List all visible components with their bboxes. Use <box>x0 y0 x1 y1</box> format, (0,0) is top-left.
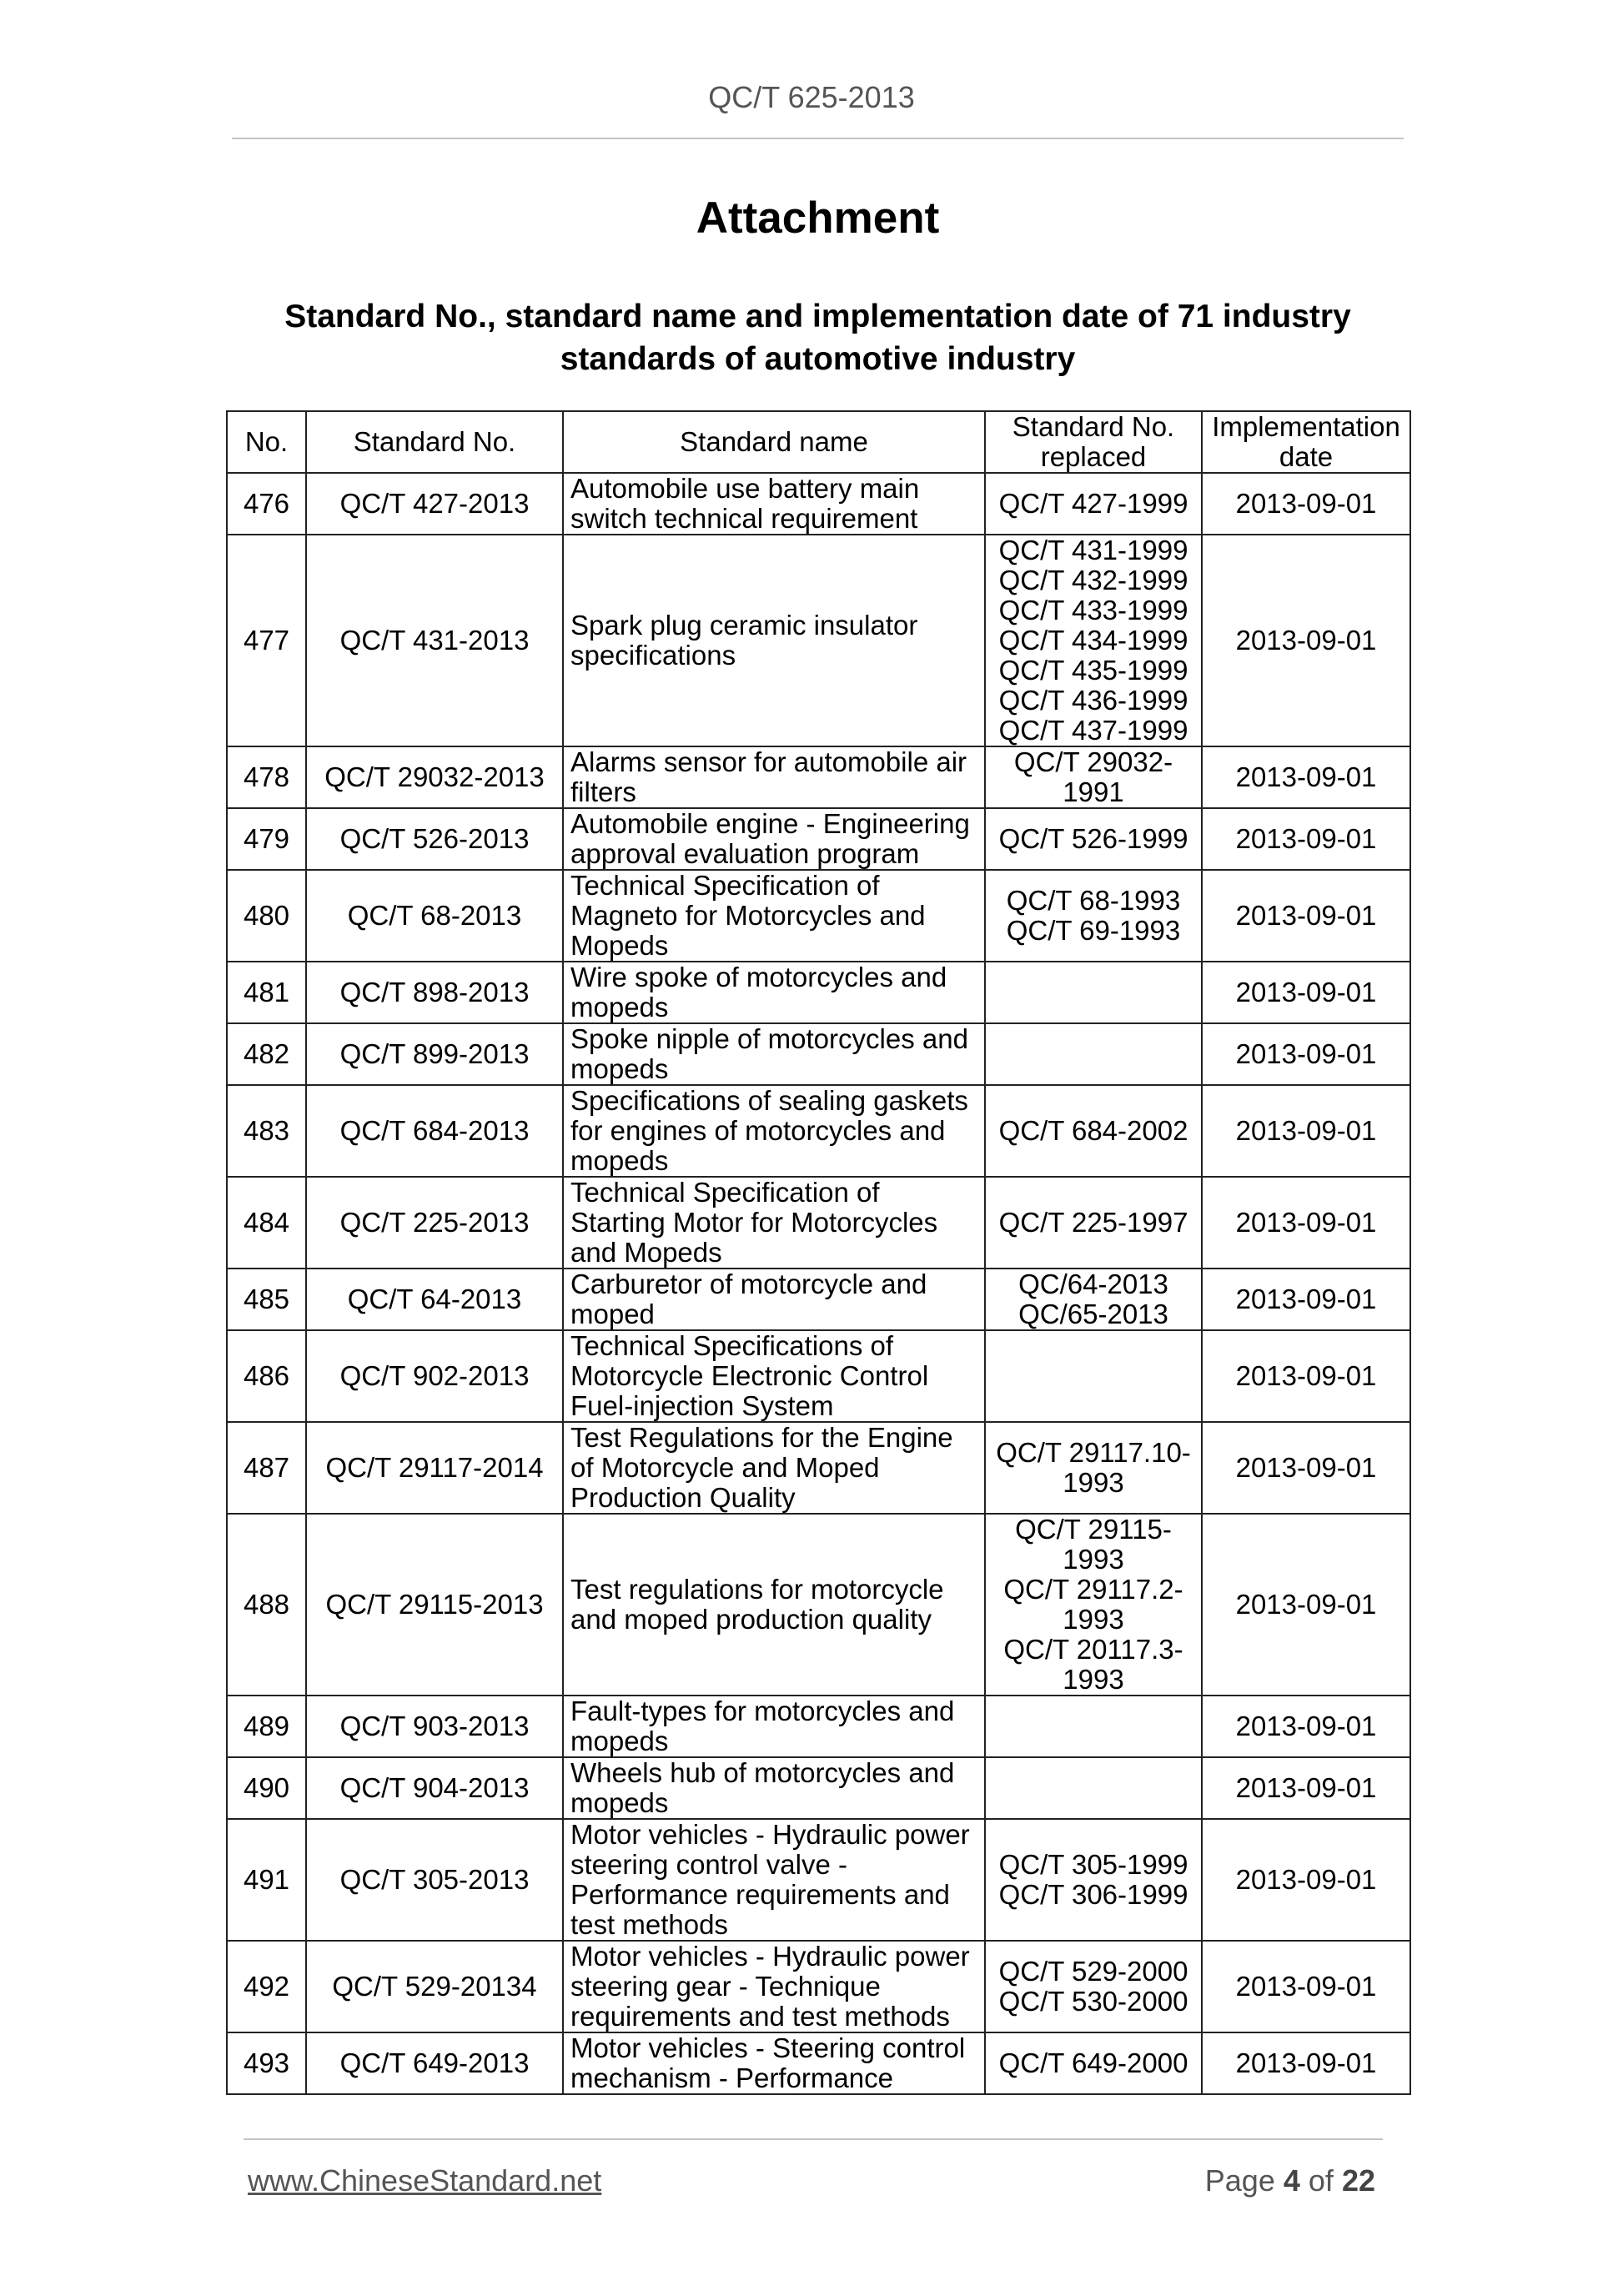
cell-implementation-date: 2013-09-01 <box>1202 1085 1410 1177</box>
cell-replaced-standard: QC/T 649-2000 <box>985 2032 1202 2094</box>
cell-standard-no: QC/T 899-2013 <box>306 1023 563 1085</box>
cell-no: 490 <box>227 1757 306 1819</box>
cell-standard-name: Spark plug ceramic insulator specifications <box>563 535 985 746</box>
table-row <box>227 1696 1410 1757</box>
table-row <box>227 1269 1410 1330</box>
cell-standard-no: QC/T 29117-2014 <box>306 1422 563 1514</box>
table-row <box>227 1757 1410 1819</box>
cell-implementation-date: 2013-09-01 <box>1202 1819 1410 1941</box>
table-row <box>227 2032 1410 2094</box>
table-row <box>227 870 1410 962</box>
cell-no: 487 <box>227 1422 306 1514</box>
cell-implementation-date: 2013-09-01 <box>1202 473 1410 535</box>
cell-no: 476 <box>227 473 306 535</box>
cell-standard-name: Fault-types for motorcycles and mopeds <box>563 1696 985 1757</box>
cell-implementation-date: 2013-09-01 <box>1202 870 1410 962</box>
cell-no: 482 <box>227 1023 306 1085</box>
page-current: 4 <box>1283 2163 1300 2198</box>
cell-standard-no: QC/T 431-2013 <box>306 535 563 746</box>
table-row <box>227 473 1410 535</box>
document-code-header: QC/T 625-2013 <box>708 80 915 114</box>
cell-no: 493 <box>227 2032 306 2094</box>
cell-replaced-standard: QC/T 431-1999 QC/T 432-1999 QC/T 433-1999 QC/T 434-1999 QC/T 435-1999 QC/T 436-1999 QC/T 437-1999 <box>985 535 1202 746</box>
cell-replaced-standard <box>985 1696 1202 1757</box>
cell-implementation-date: 2013-09-01 <box>1202 1269 1410 1330</box>
cell-implementation-date: 2013-09-01 <box>1202 808 1410 870</box>
cell-standard-no: QC/T 898-2013 <box>306 962 563 1023</box>
cell-standard-no: QC/T 225-2013 <box>306 1177 563 1269</box>
cell-replaced-standard <box>985 1023 1202 1085</box>
cell-standard-name: Wheels hub of motorcycles and mopeds <box>563 1757 985 1819</box>
cell-replaced-standard <box>985 1330 1202 1422</box>
cell-replaced-standard: QC/64-2013 QC/65-2013 <box>985 1269 1202 1330</box>
cell-implementation-date: 2013-09-01 <box>1202 1696 1410 1757</box>
cell-no: 479 <box>227 808 306 870</box>
cell-replaced-standard: QC/T 29115- 1993 QC/T 29117.2- 1993 QC/T 20117.3- 1993 <box>985 1514 1202 1696</box>
cell-replaced-standard <box>985 962 1202 1023</box>
cell-no: 492 <box>227 1941 306 2032</box>
table-row <box>227 1023 1410 1085</box>
cell-standard-no: QC/T 904-2013 <box>306 1757 563 1819</box>
table-row <box>227 1514 1410 1696</box>
cell-no: 478 <box>227 746 306 808</box>
page-label: Page <box>1204 2163 1275 2198</box>
cell-standard-name: Specifications of sealing gaskets for engines of motorcycles and mopeds <box>563 1085 985 1177</box>
table-row <box>227 1085 1410 1177</box>
cell-no: 477 <box>227 535 306 746</box>
cell-standard-no: QC/T 29115-2013 <box>306 1514 563 1696</box>
cell-no: 481 <box>227 962 306 1023</box>
cell-standard-name: Wire spoke of motorcycles and mopeds <box>563 962 985 1023</box>
cell-standard-no: QC/T 427-2013 <box>306 473 563 535</box>
page-of-label: of <box>1308 2163 1334 2198</box>
column-header-implementation-date: Implementation date <box>1202 411 1410 473</box>
cell-standard-name: Test regulations for motorcycle and moped production quality <box>563 1514 985 1696</box>
cell-implementation-date: 2013-09-01 <box>1202 1330 1410 1422</box>
page-indicator <box>1205 2163 1375 2199</box>
header-divider <box>232 138 1404 139</box>
cell-standard-no: QC/T 526-2013 <box>306 808 563 870</box>
cell-standard-no: QC/T 903-2013 <box>306 1696 563 1757</box>
cell-replaced-standard: QC/T 68-1993 QC/T 69-1993 <box>985 870 1202 962</box>
cell-implementation-date: 2013-09-01 <box>1202 1514 1410 1696</box>
table-row <box>227 1941 1410 2032</box>
cell-no: 489 <box>227 1696 306 1757</box>
cell-implementation-date: 2013-09-01 <box>1202 1422 1410 1514</box>
page-title: Attachment <box>696 193 940 243</box>
page-subtitle: Standard No., standard name and implementation date of 71 industry standards of automotive industry <box>284 299 1351 377</box>
column-header-replaced: Standard No. replaced <box>985 411 1202 473</box>
cell-replaced-standard: QC/T 305-1999 QC/T 306-1999 <box>985 1819 1202 1941</box>
table-row <box>227 1422 1410 1514</box>
table-row <box>227 746 1410 808</box>
cell-standard-no: QC/T 529-20134 <box>306 1941 563 2032</box>
cell-replaced-standard <box>985 1757 1202 1819</box>
cell-standard-name: Technical Specification of Starting Motor for Motorcycles and Mopeds <box>563 1177 985 1269</box>
cell-no: 488 <box>227 1514 306 1696</box>
cell-implementation-date: 2013-09-01 <box>1202 2032 1410 2094</box>
table-row <box>227 808 1410 870</box>
cell-no: 484 <box>227 1177 306 1269</box>
cell-standard-name: Motor vehicles - Hydraulic power steering control valve - Performance requirements and test methods <box>563 1819 985 1941</box>
column-header-standard-no: Standard No. <box>306 411 563 473</box>
table-row <box>227 1177 1410 1269</box>
cell-standard-name: Alarms sensor for automobile air filters <box>563 746 985 808</box>
cell-standard-no: QC/T 68-2013 <box>306 870 563 962</box>
cell-standard-name: Motor vehicles - Hydraulic power steering gear - Technique requirements and test methods <box>563 1941 985 2032</box>
cell-replaced-standard: QC/T 225-1997 <box>985 1177 1202 1269</box>
cell-implementation-date: 2013-09-01 <box>1202 1023 1410 1085</box>
cell-replaced-standard: QC/T 526-1999 <box>985 808 1202 870</box>
cell-no: 491 <box>227 1819 306 1941</box>
cell-no: 480 <box>227 870 306 962</box>
cell-standard-name: Automobile engine - Engineering approval evaluation program <box>563 808 985 870</box>
column-header-standard-name: Standard name <box>563 411 985 473</box>
table-row <box>227 962 1410 1023</box>
cell-implementation-date: 2013-09-01 <box>1202 1941 1410 2032</box>
cell-standard-name: Test Regulations for the Engine of Motorcycle and Moped Production Quality <box>563 1422 985 1514</box>
cell-replaced-standard: QC/T 529-2000 QC/T 530-2000 <box>985 1941 1202 2032</box>
cell-implementation-date: 2013-09-01 <box>1202 962 1410 1023</box>
cell-standard-no: QC/T 902-2013 <box>306 1330 563 1422</box>
cell-implementation-date: 2013-09-01 <box>1202 746 1410 808</box>
cell-standard-no: QC/T 684-2013 <box>306 1085 563 1177</box>
cell-standard-name: Motor vehicles - Steering control mechanism - Performance <box>563 2032 985 2094</box>
website-link[interactable]: www.ChineseStandard.net <box>248 2163 602 2198</box>
table-row <box>227 1819 1410 1941</box>
cell-standard-name: Carburetor of motorcycle and moped <box>563 1269 985 1330</box>
table-body <box>227 473 1410 2094</box>
cell-replaced-standard: QC/T 684-2002 <box>985 1085 1202 1177</box>
cell-standard-no: QC/T 649-2013 <box>306 2032 563 2094</box>
cell-no: 486 <box>227 1330 306 1422</box>
cell-no: 483 <box>227 1085 306 1177</box>
column-header-no: No. <box>227 411 306 473</box>
cell-standard-name: Spoke nipple of motorcycles and mopeds <box>563 1023 985 1085</box>
table-row <box>227 535 1410 746</box>
cell-replaced-standard: QC/T 29032- 1991 <box>985 746 1202 808</box>
table-header-row <box>227 411 1410 473</box>
cell-implementation-date: 2013-09-01 <box>1202 1757 1410 1819</box>
cell-standard-no: QC/T 29032-2013 <box>306 746 563 808</box>
cell-standard-no: QC/T 305-2013 <box>306 1819 563 1941</box>
cell-implementation-date: 2013-09-01 <box>1202 535 1410 746</box>
page-footer <box>248 2163 1375 2199</box>
cell-standard-name: Technical Specification of Magneto for Motorcycles and Mopeds <box>563 870 985 962</box>
cell-replaced-standard: QC/T 427-1999 <box>985 473 1202 535</box>
table-row <box>227 1330 1410 1422</box>
footer-divider <box>244 2138 1383 2140</box>
standards-table <box>226 410 1411 2095</box>
cell-standard-no: QC/T 64-2013 <box>306 1269 563 1330</box>
page-total: 22 <box>1341 2163 1375 2198</box>
cell-standard-name: Technical Specifications of Motorcycle Electronic Control Fuel-injection System <box>563 1330 985 1422</box>
cell-standard-name: Automobile use battery main switch technical requirement <box>563 473 985 535</box>
cell-replaced-standard: QC/T 29117.10- 1993 <box>985 1422 1202 1514</box>
cell-implementation-date: 2013-09-01 <box>1202 1177 1410 1269</box>
cell-no: 485 <box>227 1269 306 1330</box>
